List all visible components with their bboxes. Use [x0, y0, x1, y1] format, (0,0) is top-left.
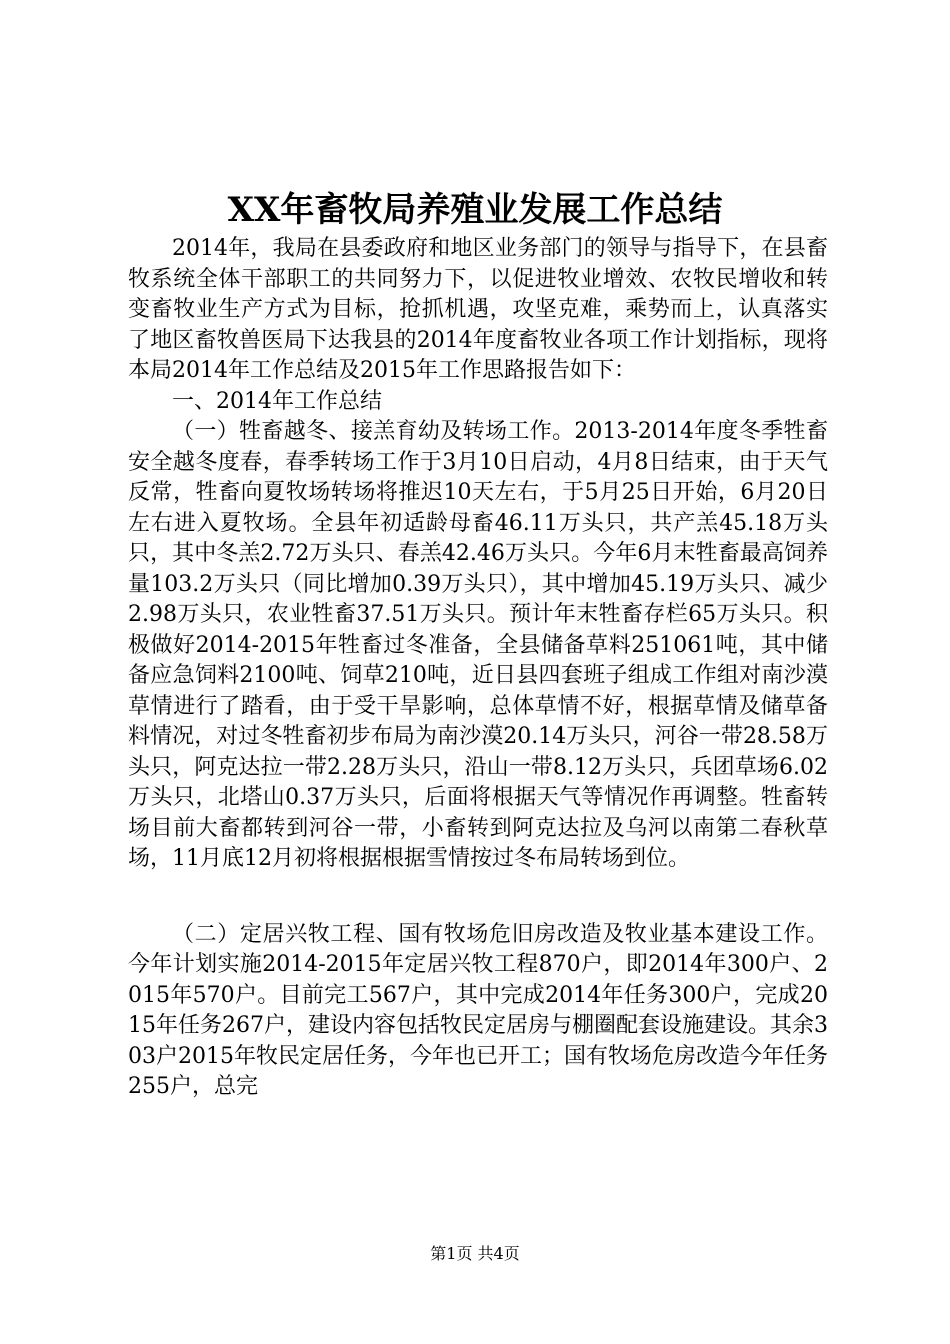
- paragraph-gap: [128, 875, 828, 920]
- page-footer: 第1页 共4页: [430, 1244, 520, 1263]
- settlement-project-paragraph: （二）定居兴牧工程、国有牧场危旧房改造及牧业基本建设工作。今年计划实施2014-2015年定居兴牧工程870户，即2014年300户、2015年570户。目前完工567户，其中完成2014年任务300户，完成2015年任务267户，建设内容包括牧民定居房与棚圈配套设施建设。其余303户2015年牧民定居任务，今年也已开工；国有牧场危房改造今年任务255户，总完: [128, 921, 828, 1099]
- livestock-wintering-paragraph: （一）牲畜越冬、接羔育幼及转场工作。2013-2014年度冬季牲畜安全越冬度春，春季转场工作于3月10日启动，4月8日结束，由于天气反常，牲畜向夏牧场转场将推迟10天左右，于5月25日开始，6月20日左右进入夏牧场。全县年初适龄母畜46.11万头只，共产羔45.18万头只，其中冬羔2.72万头只、春羔42.46万头只。今年6月末牲畜最高饲养量103.2万头只（同比增加0.39万头只），其中增加45.19万头只、减少2.98万头只，农业牲畜37.51万头只。预计年末牲畜存栏65万头只。积极做好2014-2015年牲畜过冬准备，全县储备草料251061吨，其中储备应急饲料2100吨、饲草210吨，近日县四套班子组成工作组对南沙漠草情进行了踏看，由于受干旱影响，总体草情不好，根据草情及储草备料情况，对过冬牲畜初步布局为南沙漠20.14万头只，河谷一带28.58万头只，阿克达拉一带2.28万头只，沿山一带8.12万头只，兵团草场6.02万头只，北塔山0.37万头只，后面将根据天气等情况作再调整。牲畜转场目前大畜都转到河谷一带，小畜转到阿克达拉及乌河以南第二春秋草场，11月底12月初将根据根据雪情按过冬布局转场到位。: [128, 419, 828, 871]
- intro-paragraph: 2014年，我局在县委政府和地区业务部门的领导与指导下，在县畜牧系统全体干部职工的共同努力下，以促进牧业增效、农牧民增收和转变畜牧业生产方式为目标，抢抓机遇，攻坚克难，乘势而上，认真落实了地区畜牧兽医局下达我县的2014年度畜牧业各项工作计划指标，现将本局2014年工作总结及2015年工作思路报告如下：: [128, 236, 828, 383]
- document-body: [128, 234, 828, 1103]
- section-heading: 一、2014年工作总结: [172, 388, 382, 414]
- document-title: XX年畜牧局养殖业发展工作总结: [227, 190, 723, 230]
